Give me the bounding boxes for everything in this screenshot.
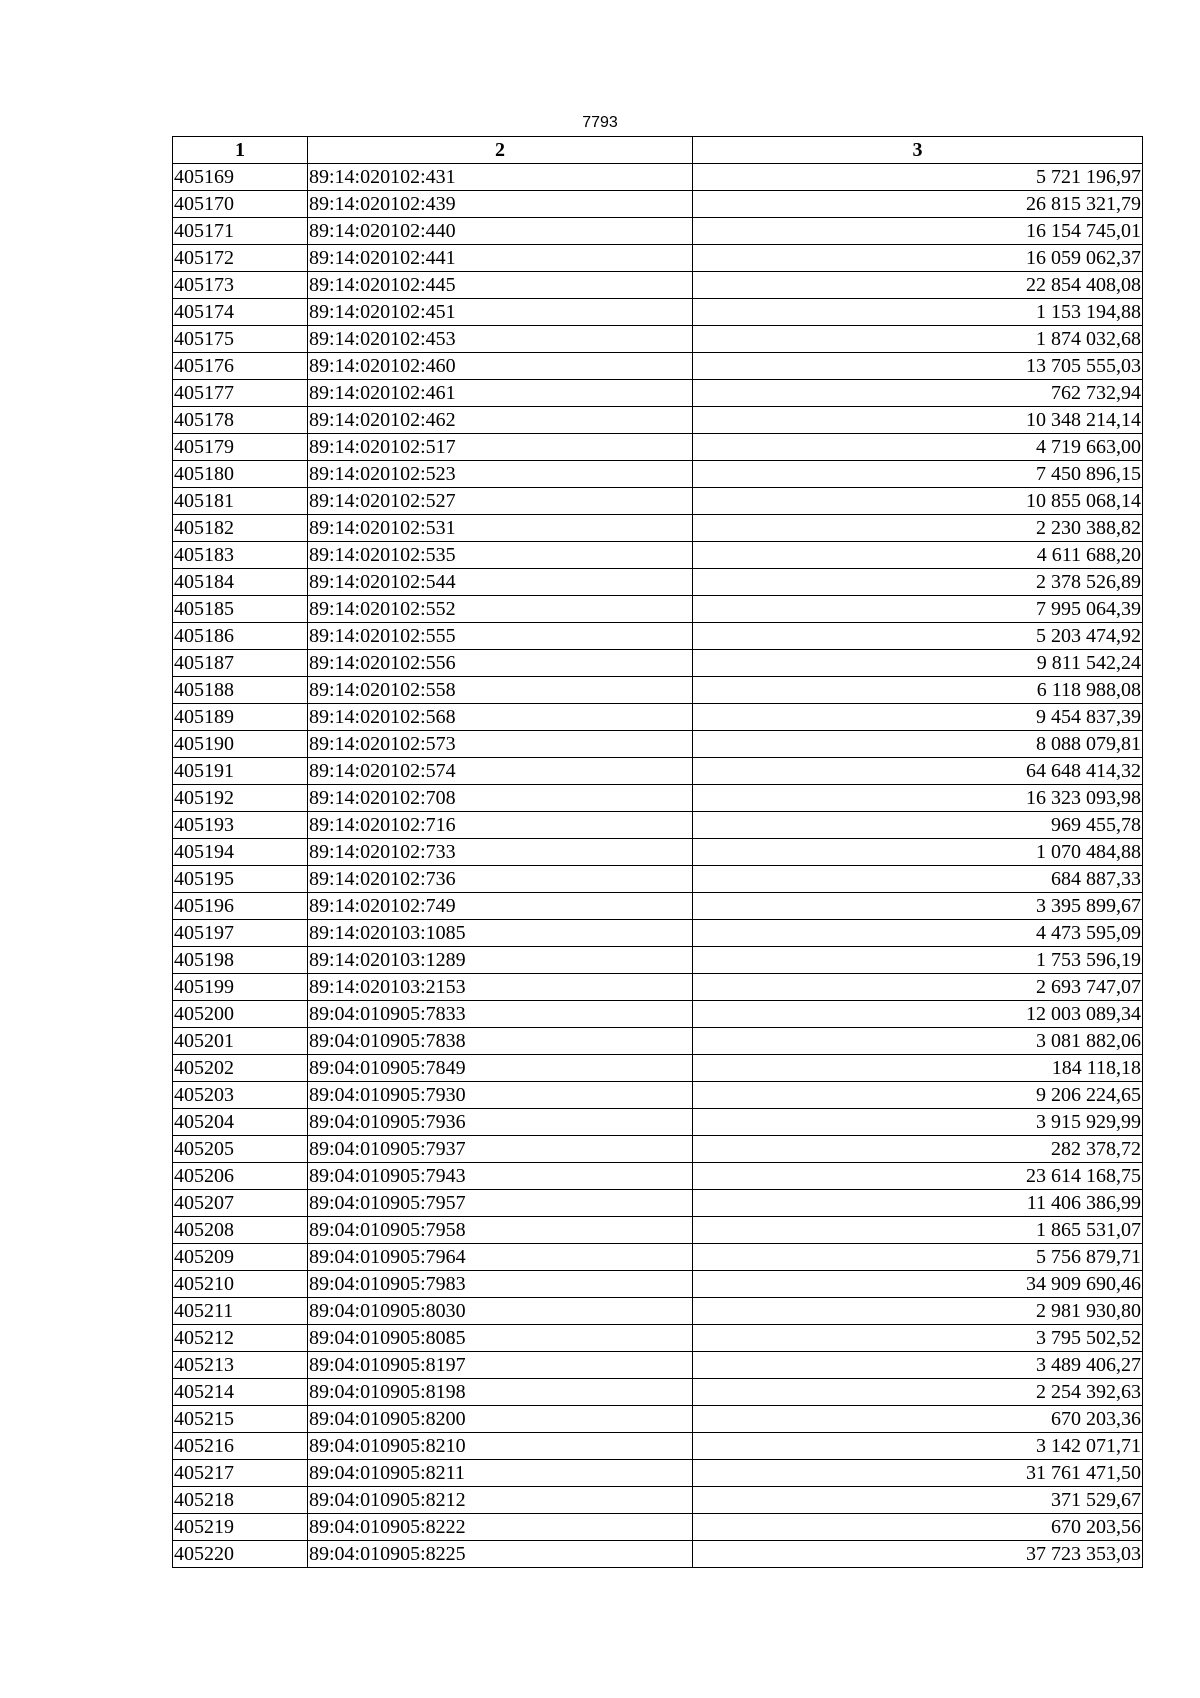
cadastral-value-cell: 1 070 484,88 — [693, 839, 1143, 866]
cadastral-number-cell: 89:14:020102:573 — [308, 731, 693, 758]
row-number-cell: 405219 — [173, 1514, 308, 1541]
cadastral-value-cell: 16 059 062,37 — [693, 245, 1143, 272]
cadastral-number-cell: 89:04:010905:7964 — [308, 1244, 693, 1271]
cadastral-number-cell: 89:14:020102:523 — [308, 461, 693, 488]
row-number-cell: 405204 — [173, 1109, 308, 1136]
table-row — [173, 650, 1143, 677]
cadastral-number-cell: 89:14:020103:1289 — [308, 947, 693, 974]
table-row — [173, 1109, 1143, 1136]
cadastral-value-cell: 9 811 542,24 — [693, 650, 1143, 677]
table-row — [173, 299, 1143, 326]
row-number-cell: 405170 — [173, 191, 308, 218]
cadastral-value-cell: 1 153 194,88 — [693, 299, 1143, 326]
cadastral-number-cell: 89:04:010905:8211 — [308, 1460, 693, 1487]
cadastral-value-cell: 31 761 471,50 — [693, 1460, 1143, 1487]
row-number-cell: 405211 — [173, 1298, 308, 1325]
cadastral-number-cell: 89:14:020102:453 — [308, 326, 693, 353]
cadastral-number-cell: 89:14:020102:574 — [308, 758, 693, 785]
row-number-cell: 405217 — [173, 1460, 308, 1487]
table-row — [173, 1082, 1143, 1109]
cadastral-number-cell: 89:04:010905:7957 — [308, 1190, 693, 1217]
cadastral-number-cell: 89:04:010905:7849 — [308, 1055, 693, 1082]
cadastral-value-cell: 2 254 392,63 — [693, 1379, 1143, 1406]
row-number-cell: 405209 — [173, 1244, 308, 1271]
table-row — [173, 1163, 1143, 1190]
row-number-cell: 405189 — [173, 704, 308, 731]
cadastral-value-cell: 9 454 837,39 — [693, 704, 1143, 731]
row-number-cell: 405175 — [173, 326, 308, 353]
table-body — [173, 164, 1143, 1568]
cadastral-number-cell: 89:14:020103:2153 — [308, 974, 693, 1001]
cadastral-number-cell: 89:04:010905:7930 — [308, 1082, 693, 1109]
table-row — [173, 1001, 1143, 1028]
row-number-cell: 405206 — [173, 1163, 308, 1190]
column-header-3: 3 — [693, 137, 1143, 164]
cadastral-value-cell: 3 395 899,67 — [693, 893, 1143, 920]
cadastral-value-cell: 5 721 196,97 — [693, 164, 1143, 191]
row-number-cell: 405195 — [173, 866, 308, 893]
cadastral-value-cell: 3 489 406,27 — [693, 1352, 1143, 1379]
table-row — [173, 1190, 1143, 1217]
cadastral-number-cell: 89:14:020102:736 — [308, 866, 693, 893]
cadastral-number-cell: 89:14:020103:1085 — [308, 920, 693, 947]
row-number-cell: 405213 — [173, 1352, 308, 1379]
cadastral-value-cell: 16 323 093,98 — [693, 785, 1143, 812]
cadastral-value-cell: 3 795 502,52 — [693, 1325, 1143, 1352]
cadastral-value-cell: 2 693 747,07 — [693, 974, 1143, 1001]
row-number-cell: 405172 — [173, 245, 308, 272]
cadastral-number-cell: 89:14:020102:568 — [308, 704, 693, 731]
cadastral-number-cell: 89:14:020102:535 — [308, 542, 693, 569]
cadastral-value-cell: 969 455,78 — [693, 812, 1143, 839]
row-number-cell: 405191 — [173, 758, 308, 785]
table-row — [173, 1541, 1143, 1568]
table-row — [173, 1217, 1143, 1244]
cadastral-number-cell: 89:14:020102:708 — [308, 785, 693, 812]
cadastral-number-cell: 89:04:010905:8200 — [308, 1406, 693, 1433]
cadastral-number-cell: 89:14:020102:716 — [308, 812, 693, 839]
table-row — [173, 758, 1143, 785]
row-number-cell: 405218 — [173, 1487, 308, 1514]
cadastral-number-cell: 89:14:020102:441 — [308, 245, 693, 272]
cadastral-value-cell: 64 648 414,32 — [693, 758, 1143, 785]
table-row — [173, 1298, 1143, 1325]
cadastral-value-cell: 22 854 408,08 — [693, 272, 1143, 299]
cadastral-value-cell: 37 723 353,03 — [693, 1541, 1143, 1568]
table-row — [173, 407, 1143, 434]
table-row — [173, 461, 1143, 488]
table-row — [173, 785, 1143, 812]
cadastral-number-cell: 89:14:020102:445 — [308, 272, 693, 299]
cadastral-value-cell: 2 378 526,89 — [693, 569, 1143, 596]
cadastral-value-cell: 7 995 064,39 — [693, 596, 1143, 623]
row-number-cell: 405200 — [173, 1001, 308, 1028]
column-header-1: 1 — [173, 137, 308, 164]
cadastral-number-cell: 89:04:010905:8085 — [308, 1325, 693, 1352]
row-number-cell: 405178 — [173, 407, 308, 434]
table-header-row — [173, 137, 1143, 164]
table-row — [173, 326, 1143, 353]
table-row — [173, 974, 1143, 1001]
table-row — [173, 947, 1143, 974]
cadastral-number-cell: 89:14:020102:555 — [308, 623, 693, 650]
table-row — [173, 1352, 1143, 1379]
row-number-cell: 405210 — [173, 1271, 308, 1298]
table-row — [173, 1433, 1143, 1460]
cadastral-number-cell: 89:14:020102:527 — [308, 488, 693, 515]
cadastral-value-cell: 282 378,72 — [693, 1136, 1143, 1163]
cadastral-value-cell: 13 705 555,03 — [693, 353, 1143, 380]
cadastral-number-cell: 89:14:020102:733 — [308, 839, 693, 866]
cadastral-value-table — [172, 136, 1143, 1568]
cadastral-value-cell: 7 450 896,15 — [693, 461, 1143, 488]
cadastral-value-cell: 762 732,94 — [693, 380, 1143, 407]
row-number-cell: 405174 — [173, 299, 308, 326]
row-number-cell: 405186 — [173, 623, 308, 650]
cadastral-value-cell: 34 909 690,46 — [693, 1271, 1143, 1298]
table-row — [173, 542, 1143, 569]
row-number-cell: 405207 — [173, 1190, 308, 1217]
table-row — [173, 245, 1143, 272]
cadastral-value-cell: 371 529,67 — [693, 1487, 1143, 1514]
cadastral-value-cell: 2 981 930,80 — [693, 1298, 1143, 1325]
row-number-cell: 405192 — [173, 785, 308, 812]
cadastral-number-cell: 89:14:020102:544 — [308, 569, 693, 596]
cadastral-number-cell: 89:04:010905:7936 — [308, 1109, 693, 1136]
row-number-cell: 405198 — [173, 947, 308, 974]
table-row — [173, 1136, 1143, 1163]
column-header-2: 2 — [308, 137, 693, 164]
row-number-cell: 405188 — [173, 677, 308, 704]
table-row — [173, 434, 1143, 461]
table-row — [173, 515, 1143, 542]
table-row — [173, 569, 1143, 596]
cadastral-number-cell: 89:04:010905:8198 — [308, 1379, 693, 1406]
row-number-cell: 405179 — [173, 434, 308, 461]
cadastral-number-cell: 89:14:020102:552 — [308, 596, 693, 623]
cadastral-number-cell: 89:14:020102:451 — [308, 299, 693, 326]
row-number-cell: 405201 — [173, 1028, 308, 1055]
cadastral-number-cell: 89:04:010905:8197 — [308, 1352, 693, 1379]
row-number-cell: 405173 — [173, 272, 308, 299]
cadastral-value-cell: 5 756 879,71 — [693, 1244, 1143, 1271]
cadastral-number-cell: 89:14:020102:462 — [308, 407, 693, 434]
row-number-cell: 405208 — [173, 1217, 308, 1244]
cadastral-number-cell: 89:14:020102:558 — [308, 677, 693, 704]
cadastral-value-cell: 2 230 388,82 — [693, 515, 1143, 542]
cadastral-value-cell: 3 142 071,71 — [693, 1433, 1143, 1460]
cadastral-value-cell: 26 815 321,79 — [693, 191, 1143, 218]
table-row — [173, 1055, 1143, 1082]
table-row — [173, 488, 1143, 515]
cadastral-value-cell: 1 753 596,19 — [693, 947, 1143, 974]
table-row — [173, 164, 1143, 191]
cadastral-number-cell: 89:04:010905:7937 — [308, 1136, 693, 1163]
cadastral-number-cell: 89:14:020102:439 — [308, 191, 693, 218]
cadastral-value-cell: 12 003 089,34 — [693, 1001, 1143, 1028]
row-number-cell: 405183 — [173, 542, 308, 569]
row-number-cell: 405176 — [173, 353, 308, 380]
cadastral-number-cell: 89:14:020102:460 — [308, 353, 693, 380]
row-number-cell: 405190 — [173, 731, 308, 758]
cadastral-value-cell: 4 719 663,00 — [693, 434, 1143, 461]
table-row — [173, 893, 1143, 920]
cadastral-number-cell: 89:04:010905:7958 — [308, 1217, 693, 1244]
row-number-cell: 405177 — [173, 380, 308, 407]
cadastral-value-cell: 10 348 214,14 — [693, 407, 1143, 434]
cadastral-number-cell: 89:14:020102:517 — [308, 434, 693, 461]
cadastral-number-cell: 89:14:020102:440 — [308, 218, 693, 245]
cadastral-value-cell: 3 915 929,99 — [693, 1109, 1143, 1136]
row-number-cell: 405214 — [173, 1379, 308, 1406]
cadastral-value-cell: 684 887,33 — [693, 866, 1143, 893]
table-row — [173, 1244, 1143, 1271]
cadastral-number-cell: 89:14:020102:556 — [308, 650, 693, 677]
row-number-cell: 405182 — [173, 515, 308, 542]
cadastral-value-cell: 8 088 079,81 — [693, 731, 1143, 758]
row-number-cell: 405196 — [173, 893, 308, 920]
table-row — [173, 1028, 1143, 1055]
row-number-cell: 405169 — [173, 164, 308, 191]
cadastral-value-cell: 4 611 688,20 — [693, 542, 1143, 569]
row-number-cell: 405185 — [173, 596, 308, 623]
table-row — [173, 677, 1143, 704]
cadastral-number-cell: 89:14:020102:749 — [308, 893, 693, 920]
cadastral-value-cell: 23 614 168,75 — [693, 1163, 1143, 1190]
table-row — [173, 1460, 1143, 1487]
table-row — [173, 623, 1143, 650]
table-row — [173, 1379, 1143, 1406]
cadastral-value-cell: 16 154 745,01 — [693, 218, 1143, 245]
cadastral-value-cell: 184 118,18 — [693, 1055, 1143, 1082]
cadastral-value-cell: 1 874 032,68 — [693, 326, 1143, 353]
cadastral-number-cell: 89:04:010905:7838 — [308, 1028, 693, 1055]
table-row — [173, 1514, 1143, 1541]
row-number-cell: 405220 — [173, 1541, 308, 1568]
cadastral-value-cell: 6 118 988,08 — [693, 677, 1143, 704]
cadastral-number-cell: 89:04:010905:8210 — [308, 1433, 693, 1460]
table-row — [173, 839, 1143, 866]
cadastral-value-cell: 670 203,36 — [693, 1406, 1143, 1433]
row-number-cell: 405212 — [173, 1325, 308, 1352]
cadastral-value-cell: 9 206 224,65 — [693, 1082, 1143, 1109]
row-number-cell: 405199 — [173, 974, 308, 1001]
table-row — [173, 1487, 1143, 1514]
table-row — [173, 704, 1143, 731]
cadastral-number-cell: 89:04:010905:7983 — [308, 1271, 693, 1298]
row-number-cell: 405194 — [173, 839, 308, 866]
row-number-cell: 405193 — [173, 812, 308, 839]
row-number-cell: 405197 — [173, 920, 308, 947]
table-row — [173, 866, 1143, 893]
cadastral-number-cell: 89:04:010905:8212 — [308, 1487, 693, 1514]
cadastral-number-cell: 89:04:010905:8030 — [308, 1298, 693, 1325]
cadastral-value-cell: 10 855 068,14 — [693, 488, 1143, 515]
cadastral-number-cell: 89:04:010905:7943 — [308, 1163, 693, 1190]
cadastral-value-cell: 4 473 595,09 — [693, 920, 1143, 947]
row-number-cell: 405203 — [173, 1082, 308, 1109]
row-number-cell: 405215 — [173, 1406, 308, 1433]
table-row — [173, 1406, 1143, 1433]
cadastral-value-cell: 670 203,56 — [693, 1514, 1143, 1541]
cadastral-number-cell: 89:14:020102:461 — [308, 380, 693, 407]
table-row — [173, 272, 1143, 299]
cadastral-value-cell: 3 081 882,06 — [693, 1028, 1143, 1055]
cadastral-value-cell: 5 203 474,92 — [693, 623, 1143, 650]
row-number-cell: 405202 — [173, 1055, 308, 1082]
table-row — [173, 1325, 1143, 1352]
cadastral-number-cell: 89:04:010905:8225 — [308, 1541, 693, 1568]
table-row — [173, 1271, 1143, 1298]
table-row — [173, 353, 1143, 380]
cadastral-value-cell: 1 865 531,07 — [693, 1217, 1143, 1244]
cadastral-number-cell: 89:14:020102:431 — [308, 164, 693, 191]
row-number-cell: 405184 — [173, 569, 308, 596]
cadastral-number-cell: 89:14:020102:531 — [308, 515, 693, 542]
table-row — [173, 731, 1143, 758]
row-number-cell: 405187 — [173, 650, 308, 677]
row-number-cell: 405171 — [173, 218, 308, 245]
row-number-cell: 405216 — [173, 1433, 308, 1460]
cadastral-number-cell: 89:04:010905:7833 — [308, 1001, 693, 1028]
row-number-cell: 405181 — [173, 488, 308, 515]
cadastral-number-cell: 89:04:010905:8222 — [308, 1514, 693, 1541]
cadastral-value-cell: 11 406 386,99 — [693, 1190, 1143, 1217]
table-row — [173, 380, 1143, 407]
table-row — [173, 920, 1143, 947]
table-row — [173, 191, 1143, 218]
page-number: 7793 — [582, 114, 618, 131]
table-row — [173, 812, 1143, 839]
table-row — [173, 218, 1143, 245]
row-number-cell: 405205 — [173, 1136, 308, 1163]
row-number-cell: 405180 — [173, 461, 308, 488]
table-row — [173, 596, 1143, 623]
